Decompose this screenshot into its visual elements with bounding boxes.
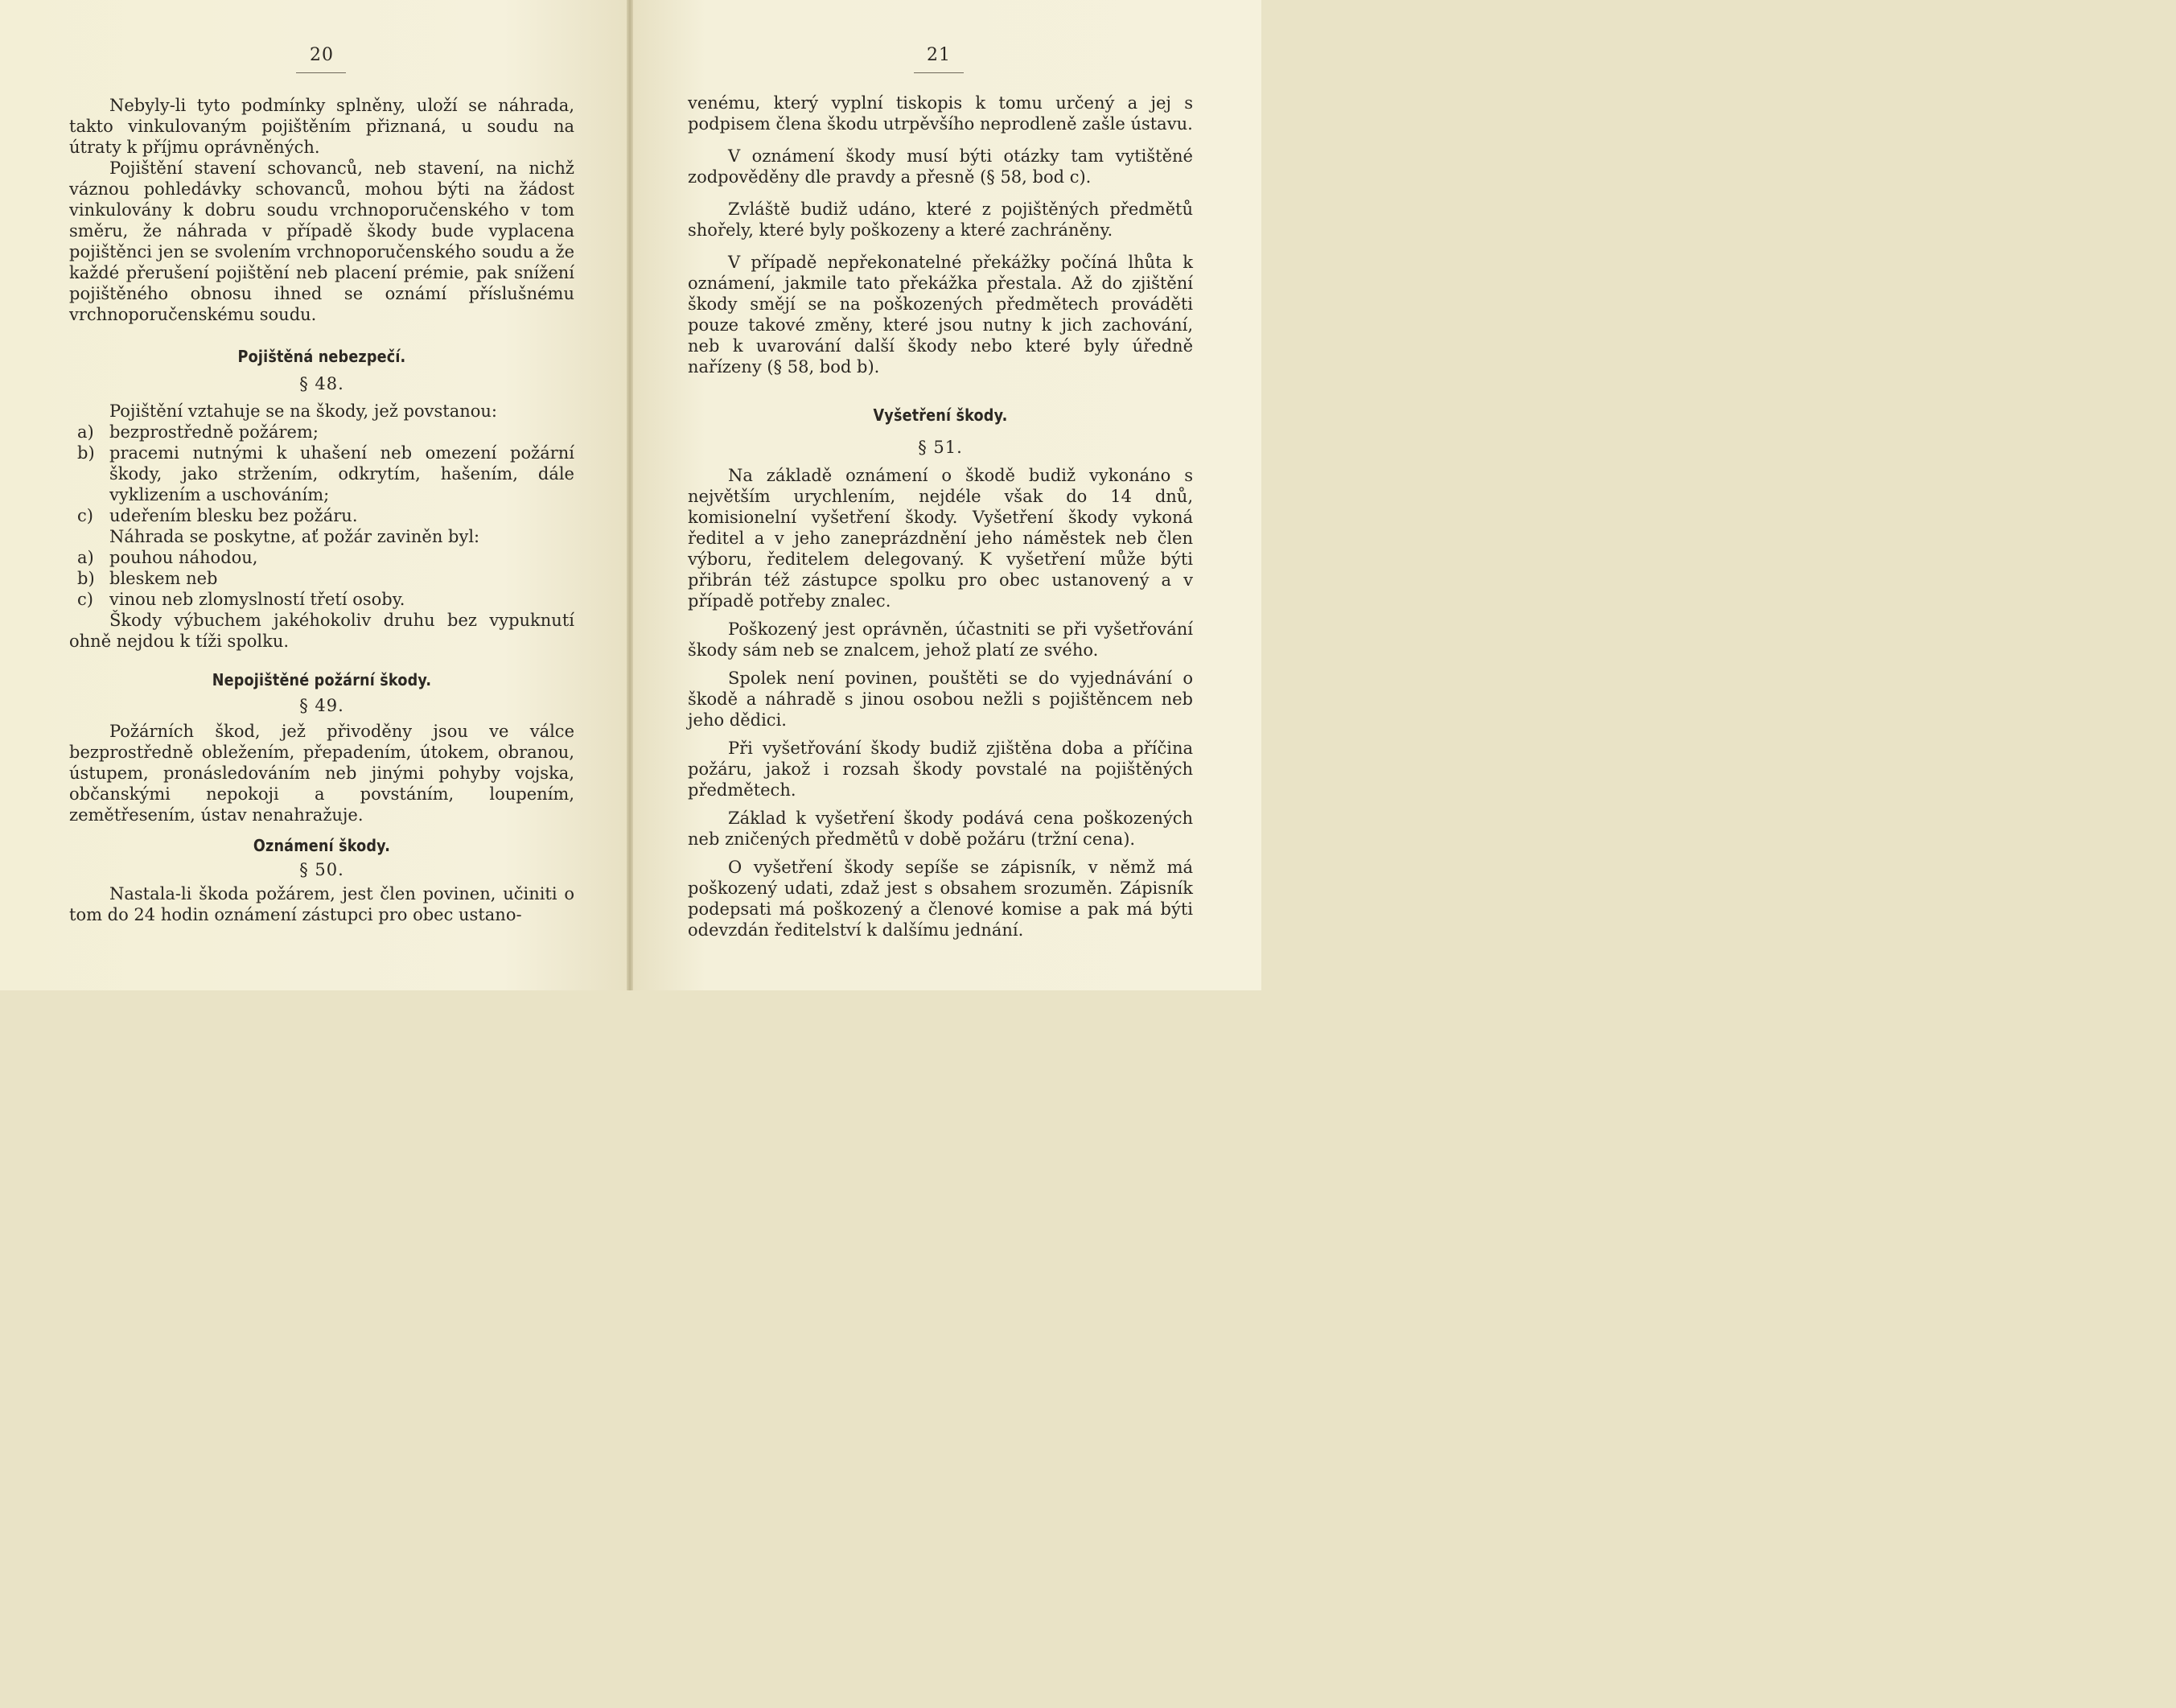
list-marker: b) bbox=[77, 443, 95, 463]
list-item bbox=[69, 422, 574, 442]
section-number-48: § 48. bbox=[299, 374, 344, 393]
section-heading-49: Nepojištěné požární škody. bbox=[212, 670, 432, 689]
book-spread bbox=[0, 0, 1261, 990]
list-text: pracemi nutnými k uhašení neb omezení požární škody, jako stržením, odkrytím, hašením, dále vyklizením a uschováním; bbox=[109, 443, 574, 504]
list-marker: c) bbox=[77, 590, 93, 609]
list-text: bleskem neb bbox=[109, 569, 218, 588]
page-number-rule-right bbox=[914, 72, 964, 73]
paragraph: Spolek není povinen, pouštěti se do vyjednávání o škodě a náhradě s jinou osobou nežli s pojištěncem neb jeho dědici. bbox=[688, 669, 1193, 730]
paragraph: V oznámení škody musí býti otázky tam vytištěné zodpověděny dle pravdy a přesně (§ 58, bod c). bbox=[688, 146, 1193, 187]
list-item bbox=[69, 442, 574, 505]
section-heading-51: Vyšetření škody. bbox=[873, 405, 1008, 425]
left-column bbox=[69, 95, 574, 925]
list-marker: a) bbox=[77, 548, 94, 567]
list-item bbox=[69, 568, 574, 589]
list-marker: c) bbox=[77, 506, 93, 525]
list-text: bezprostředně požárem; bbox=[109, 422, 319, 442]
section-number-49: § 49. bbox=[299, 696, 344, 715]
paragraph: Poškozený jest oprávněn, účastniti se při vyšetřování škody sám neb se znalcem, jehož platí ze svého. bbox=[688, 619, 1193, 660]
section-number-51: § 51. bbox=[918, 438, 963, 457]
list-marker: b) bbox=[77, 569, 95, 588]
page-number-left: 20 bbox=[310, 45, 334, 65]
list-text: udeřením blesku bez požáru. bbox=[109, 506, 358, 525]
page-number-right: 21 bbox=[927, 45, 951, 65]
section-heading-48: Pojištěná nebezpečí. bbox=[237, 347, 406, 366]
page-number-rule-left bbox=[296, 72, 346, 73]
paragraph: Nebyly-li tyto podmínky splněny, uloží se náhrada, takto vinkulovaným pojištěním přiznaná, u soudu na útraty k příjmu oprávněných. bbox=[69, 96, 574, 157]
left-page bbox=[0, 0, 630, 990]
paragraph: venému, který vyplní tiskopis k tomu určený a jej s podpisem člena škodu utrpěvšího neprodleně zašle ústavu. bbox=[688, 93, 1193, 134]
paragraph: Na základě oznámení o škodě budiž vykonáno s největším urychlením, nejdéle však do 14 dnů, komisionelní vyšetření škody. Vyšetření škody vykoná ředitel a v jeho zaneprázdnění jeho náměstek neb člen výboru, ředitelem delegovaný. K vyšetření může býti přibrán též zástupce spolku pro obec ustanovený a v případě potřeby znalec. bbox=[688, 466, 1193, 611]
right-column bbox=[688, 93, 1193, 940]
list-item bbox=[69, 547, 574, 568]
paragraph: Požárních škod, jež přivoděny jsou ve válce bezprostředně obležením, přepadením, útokem, obranou, ústupem, pronásledováním neb jinými pohyby vojska, občanskými nepokoji a povstáním, loupením, zemětřesením, ústav nenahražuje. bbox=[69, 722, 574, 825]
paragraph: Nastala-li škoda požárem, jest člen povinen, učiniti o tom do 24 hodin oznámení zástupci pro obec ustano- bbox=[69, 884, 574, 924]
paragraph: Zvláště budiž udáno, které z pojištěných předmětů shořely, které byly poškozeny a které zachráněny. bbox=[688, 200, 1193, 240]
paragraph: Při vyšetřování škody budiž zjištěna doba a příčina požáru, jakož i rozsah škody povstalé na pojištěných předmětech. bbox=[688, 739, 1193, 800]
paragraph: V případě nepřekonatelné překážky počíná lhůta k oznámení, jakmile tato překážka přestala. Až do zjištění škody smějí se na poškozených předmětech prováděti pouze takové změny, které jsou nutny k jich zachování, neb k uvarování další škody nebo které byly úředně nařízeny (§ 58, bod b). bbox=[688, 253, 1193, 377]
paragraph: Základ k vyšetření škody podává cena poškozených neb zničených předmětů v době požáru (tržní cena). bbox=[688, 809, 1193, 849]
paragraph: O vyšetření škody sepíše se zápisník, v němž má poškozený udati, zdaž jest s obsahem srozuměn. Zápisník podepsati má poškozený a členové komise a pak má býti odevzdán ředitelství k dalšímu jednání. bbox=[688, 858, 1193, 940]
paragraph: Pojištění vztahuje se na škody, jež povstanou: bbox=[109, 401, 498, 421]
paragraph: Náhrada se poskytne, ať požár zaviněn byl: bbox=[109, 527, 480, 546]
section-heading-50: Oznámení škody. bbox=[253, 836, 391, 855]
section-number-50: § 50. bbox=[299, 860, 344, 879]
list-text: pouhou náhodou, bbox=[109, 548, 258, 567]
book-gutter bbox=[627, 0, 633, 990]
list-item bbox=[69, 589, 574, 610]
list-item bbox=[69, 505, 574, 526]
paragraph: Škody výbuchem jakéhokoliv druhu bez vypuknutí ohně nejdou k tíži spolku. bbox=[69, 611, 574, 651]
paragraph: Pojištění stavení schovanců, neb stavení, na nichž váznou pohledávky schovanců, mohou býti na žádost vinkulovány k dobru soudu vrchnoporučenského v tom směru, že náhrada v případě škody bude vyplacena pojištěnci jen se svolením vrchnoporučenského soudu a že každé přerušení pojištění neb placení prémie, pak snížení pojištěného obnosu ihned se oznámí příslušnému vrchnoporučenskému soudu. bbox=[69, 158, 574, 324]
list-text: vinou neb zlomyslností třetí osoby. bbox=[109, 590, 405, 609]
list-marker: a) bbox=[77, 422, 94, 442]
